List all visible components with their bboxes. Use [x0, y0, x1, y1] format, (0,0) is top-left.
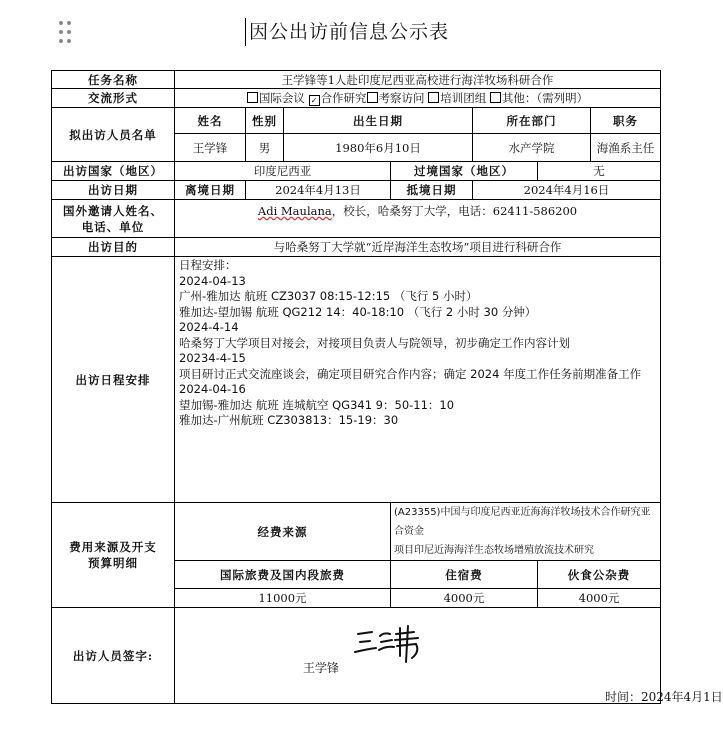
inviter-label: 国外邀请人姓名、 电话、单位	[52, 200, 175, 238]
exchange-form-options	[175, 89, 661, 108]
schedule-line: 日程安排：	[179, 258, 237, 272]
info-table	[51, 70, 723, 704]
drag-handle-icon[interactable]	[58, 20, 76, 46]
inviter-details: ，校长，哈桑努丁大学，电话：62411-586200	[331, 204, 578, 218]
checkbox-training-group[interactable]: 培训团组	[428, 91, 486, 105]
travel-fee-header: 国际旅费及国内段旅费	[175, 561, 391, 589]
destination-value: 印度尼西亚	[175, 162, 391, 181]
schedule-line: 广州-雅加达 航班 CZ3037 08:15-12:15 （飞行 5 小时）	[179, 289, 478, 303]
purpose-value: 与哈桑努丁大学就“近岸海洋生态牧场”项目进行科研合作	[175, 238, 661, 257]
arrive-label: 抵境日期	[391, 181, 473, 200]
checkbox-inspection-visit[interactable]: 考察访问	[367, 91, 425, 105]
handwritten-signature	[350, 622, 430, 664]
schedule-line: 哈桑努丁大学项目对接会，对接项目负责人与院领导，初步确定工作内容计划	[179, 335, 570, 350]
inviter-name: Adi Maulana	[257, 204, 332, 218]
fund-source-label: 经费来源	[175, 503, 391, 561]
depart-label: 离境日期	[175, 181, 246, 200]
schedule-line: 2024-04-13	[179, 273, 246, 288]
person-department: 水产学院	[473, 134, 591, 162]
schedule-line: 雅加达-望加锡 航班 QG212 14：40-18:10 （飞行 2 小时 30 分钟）	[179, 304, 537, 319]
dates-label: 出访日期	[52, 181, 175, 200]
signature-area	[175, 608, 723, 704]
meals-fee-value: 4000元	[538, 589, 661, 608]
schedule-label: 出访日程安排	[52, 257, 175, 503]
person-position: 海渔系主任	[591, 134, 661, 162]
person-birth-date: 1980年6月10日	[284, 134, 473, 162]
lodging-fee-header: 住宿费	[391, 561, 538, 589]
person-name: 王学锋	[175, 134, 246, 162]
meals-fee-header: 伙食公杂费	[538, 561, 661, 589]
schedule-line: 20234-4-15	[179, 351, 246, 365]
signer-name: 王学锋	[303, 661, 340, 675]
fund-source-value: (A23355)中国与印度尼西亚近海海洋牧场技术合作研究亚合资金 项目印尼近海海洋生态牧场增殖放流技术研究	[391, 503, 661, 561]
travel-fee-value: 11000元	[175, 589, 391, 608]
document-title[interactable]: 因公出访前信息公示表	[245, 18, 449, 46]
checkbox-icon	[247, 92, 258, 103]
person-gender: 男	[246, 134, 284, 162]
checkbox-icon	[367, 92, 378, 103]
arrive-date: 2024年4月16日	[473, 181, 661, 200]
inviter-value	[175, 200, 661, 238]
schedule-line: 雅加达-广州航班 CZ303813：15-19：30	[179, 413, 399, 427]
name-header: 姓名	[175, 108, 246, 134]
birth-date-header: 出生日期	[284, 108, 473, 134]
position-header: 职务	[591, 108, 661, 134]
signature-label: 出访人员签字:	[52, 608, 175, 704]
transit-label: 过境国家（地区）	[391, 162, 538, 181]
department-header: 所在部门	[473, 108, 591, 134]
funding-label: 费用来源及开支 预算明细	[52, 503, 175, 608]
schedule-line: 项目研讨正式交流座谈会，确定项目研究合作内容；确定 2024 年度工作任务前期准备工作	[179, 366, 642, 381]
destination-label: 出访国家（地区）	[52, 162, 175, 181]
schedule-line: 2024-4-14	[179, 320, 239, 334]
sign-date: 时间：2024年4月1日	[605, 690, 723, 704]
exchange-form-label: 交流形式	[52, 89, 175, 108]
gender-header: 性别	[246, 108, 284, 134]
checkbox-icon	[428, 92, 439, 103]
transit-value: 无	[538, 162, 661, 181]
schedule-line: 望加锡-雅加达 航班 连城航空 QG341 9：50-11：10	[179, 397, 455, 412]
schedule-line: 2024-04-16	[179, 382, 246, 396]
lodging-fee-value: 4000元	[391, 589, 538, 608]
depart-date: 2024年4月13日	[246, 181, 391, 200]
purpose-label: 出访目的	[52, 238, 175, 257]
checkbox-cooperative-research[interactable]: ✓ 合作研究	[309, 91, 367, 105]
checkbox-checked-icon: ✓	[309, 95, 320, 106]
schedule-content	[175, 257, 661, 503]
task-name-label: 任务名称	[52, 71, 175, 89]
checkbox-icon	[490, 92, 501, 103]
checkbox-other[interactable]: 其他：（需列明）	[490, 91, 588, 105]
checkbox-international-meeting[interactable]: 国际会议	[247, 91, 305, 105]
task-name-value: 王学锋等1人赴印度尼西亚高校进行海洋牧场科研合作	[175, 71, 661, 89]
personnel-list-label: 拟出访人员名单	[52, 108, 175, 162]
